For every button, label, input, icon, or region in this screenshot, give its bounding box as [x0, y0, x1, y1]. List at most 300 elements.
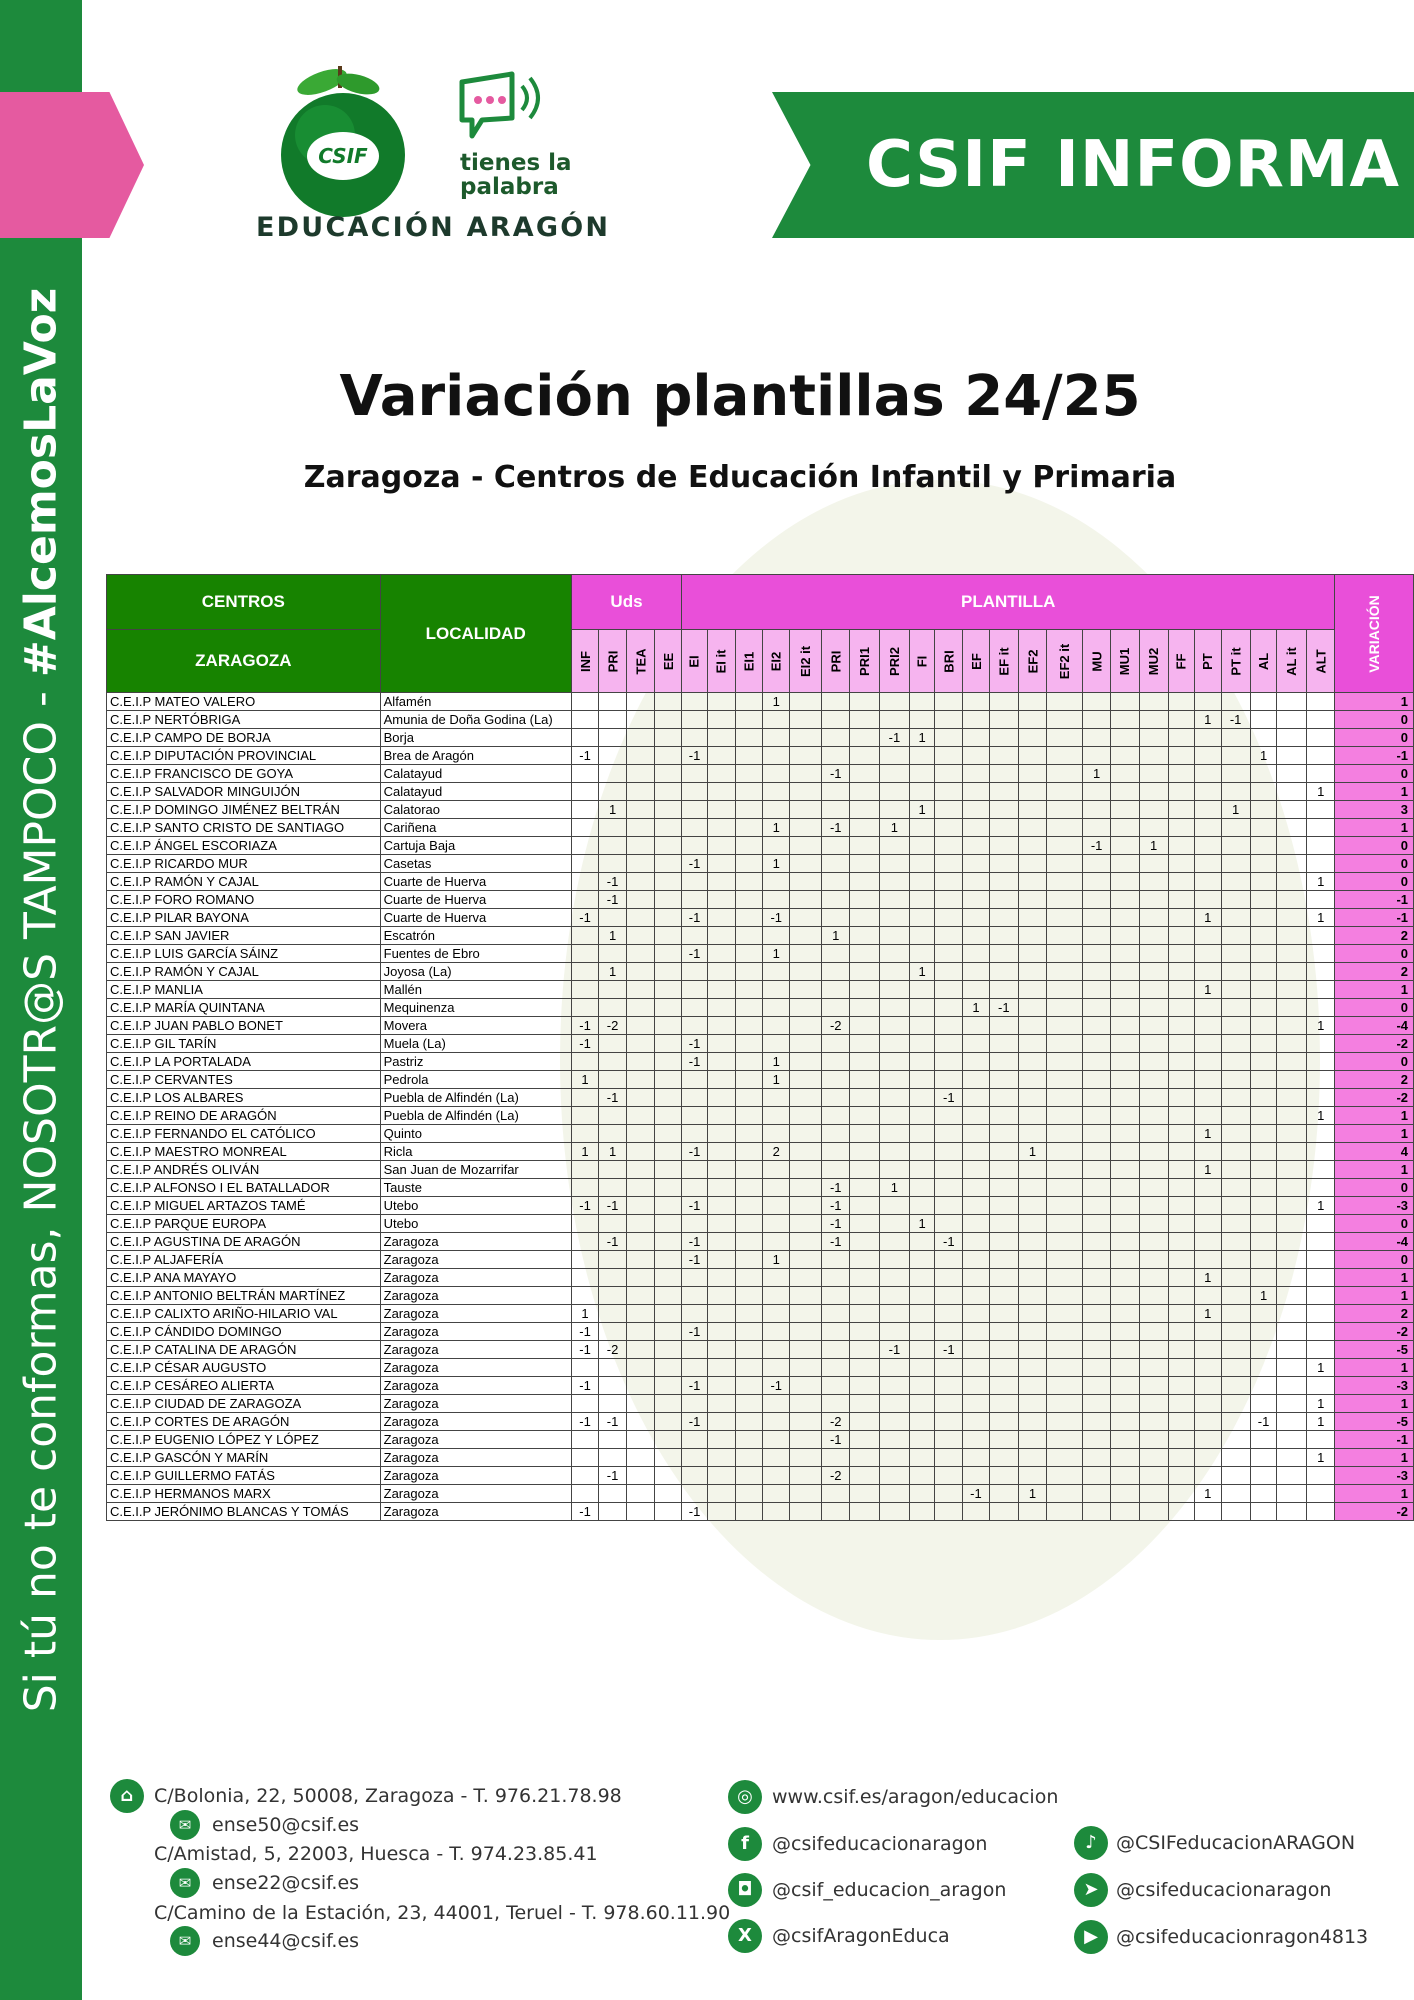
column-header [822, 630, 850, 693]
value-cell [963, 1071, 990, 1089]
school-name: C.E.I.P MARÍA QUINTANA [107, 999, 381, 1017]
tiktok-link[interactable]: @CSIFeducacionARAGON [1116, 1832, 1356, 1854]
value-cell [626, 1161, 655, 1179]
column-header-label: TEA [633, 648, 649, 674]
value-cell [571, 1431, 599, 1449]
value-cell [879, 1485, 909, 1503]
value-cell [735, 999, 762, 1017]
value-cell [571, 1125, 599, 1143]
x-link[interactable]: @csifAragonEduca [772, 1925, 950, 1947]
value-cell: -1 [682, 855, 708, 873]
school-name: C.E.I.P FORO ROMANO [107, 891, 381, 909]
email-zaragoza[interactable]: ense50@csif.es [212, 1814, 360, 1836]
value-cell [1018, 819, 1046, 837]
value-cell [909, 819, 935, 837]
value-cell [1018, 1017, 1046, 1035]
column-header [735, 630, 762, 693]
value-cell [1168, 945, 1194, 963]
value-cell [1139, 729, 1168, 747]
value-cell [599, 729, 627, 747]
value-cell [1168, 1197, 1194, 1215]
value-cell [571, 1395, 599, 1413]
column-header [707, 630, 735, 693]
variation-cell: 0 [1335, 1215, 1414, 1233]
school-name: C.E.I.P AGUSTINA DE ARAGÓN [107, 1233, 381, 1251]
value-cell [655, 999, 682, 1017]
value-cell [707, 1467, 735, 1485]
value-cell [790, 1287, 822, 1305]
value-cell [626, 1071, 655, 1089]
value-cell [599, 711, 627, 729]
value-cell [1083, 1071, 1110, 1089]
value-cell [707, 1071, 735, 1089]
value-cell [1277, 1179, 1307, 1197]
value-cell [707, 963, 735, 981]
table-row [107, 1467, 1414, 1485]
value-cell [707, 1251, 735, 1269]
value-cell [822, 1341, 850, 1359]
value-cell [707, 1017, 735, 1035]
value-cell [822, 693, 850, 711]
value-cell [909, 1017, 935, 1035]
value-cell [1083, 1431, 1110, 1449]
table-row [107, 1179, 1414, 1197]
value-cell [1047, 1107, 1083, 1125]
variation-cell: 1 [1335, 1287, 1414, 1305]
value-cell: -1 [682, 1053, 708, 1071]
value-cell [1047, 1215, 1083, 1233]
value-cell [989, 1143, 1018, 1161]
value-cell [1194, 801, 1221, 819]
value-cell [1047, 711, 1083, 729]
locality: Quinto [380, 1125, 571, 1143]
school-name: C.E.I.P ALJAFERÍA [107, 1251, 381, 1269]
value-cell [850, 1431, 880, 1449]
value-cell [707, 1305, 735, 1323]
value-cell [879, 747, 909, 765]
value-cell [1250, 1197, 1277, 1215]
value-cell [790, 1143, 822, 1161]
value-cell [1194, 1377, 1221, 1395]
value-cell [626, 909, 655, 927]
column-header [1047, 630, 1083, 693]
value-cell [1307, 1215, 1335, 1233]
locality: Mallén [380, 981, 571, 999]
value-cell [909, 747, 935, 765]
value-cell [1250, 1233, 1277, 1251]
value-cell [989, 1197, 1018, 1215]
value-cell [1168, 1251, 1194, 1269]
value-cell [571, 1449, 599, 1467]
value-cell [1221, 981, 1250, 999]
value-cell [763, 1467, 790, 1485]
value-cell [1194, 1341, 1221, 1359]
value-cell [790, 927, 822, 945]
value-cell [850, 837, 880, 855]
instagram-link[interactable]: @csif_educacion_aragon [772, 1879, 1007, 1901]
locality: Muela (La) [380, 1035, 571, 1053]
value-cell [599, 1287, 627, 1305]
table-row [107, 1089, 1414, 1107]
value-cell [1110, 1053, 1139, 1071]
value-cell [1307, 999, 1335, 1017]
value-cell [1250, 1503, 1277, 1521]
value-cell [571, 927, 599, 945]
value-cell [935, 1017, 963, 1035]
value-cell [909, 711, 935, 729]
value-cell [1194, 1395, 1221, 1413]
value-cell [989, 1323, 1018, 1341]
value-cell [763, 1269, 790, 1287]
value-cell [626, 1359, 655, 1377]
value-cell [626, 1053, 655, 1071]
locality: Joyosa (La) [380, 963, 571, 981]
column-header-label: PRI [828, 650, 844, 672]
value-cell [682, 927, 708, 945]
value-cell: -1 [571, 909, 599, 927]
value-cell [1277, 1035, 1307, 1053]
email-huesca[interactable]: ense22@csif.es [212, 1872, 360, 1894]
value-cell [1083, 1107, 1110, 1125]
value-cell [1139, 927, 1168, 945]
value-cell [790, 765, 822, 783]
value-cell [707, 909, 735, 927]
value-cell [850, 873, 880, 891]
value-cell [735, 783, 762, 801]
value-cell [1250, 1107, 1277, 1125]
value-cell [1307, 855, 1335, 873]
value-cell [879, 1305, 909, 1323]
value-cell [571, 999, 599, 1017]
value-cell [763, 1431, 790, 1449]
value-cell: -1 [935, 1341, 963, 1359]
telegram-link[interactable]: @csifeducacionaragon [1116, 1879, 1332, 1901]
page-subtitle: Zaragoza - Centros de Educación Infantil y Primaria [303, 460, 1177, 495]
value-cell [1110, 1179, 1139, 1197]
value-cell [735, 1125, 762, 1143]
value-cell [879, 1107, 909, 1125]
value-cell [1168, 1053, 1194, 1071]
value-cell [1168, 999, 1194, 1017]
value-cell [655, 1197, 682, 1215]
value-cell [763, 729, 790, 747]
value-cell [1307, 963, 1335, 981]
value-cell [879, 783, 909, 801]
value-cell [850, 1269, 880, 1287]
value-cell [1018, 1179, 1046, 1197]
value-cell: -1 [682, 1323, 708, 1341]
value-cell [1139, 1269, 1168, 1287]
value-cell [1047, 981, 1083, 999]
value-cell [1083, 1089, 1110, 1107]
value-cell [935, 1035, 963, 1053]
value-cell [1047, 1503, 1083, 1521]
value-cell [822, 1287, 850, 1305]
value-cell [963, 1179, 990, 1197]
value-cell [1139, 693, 1168, 711]
value-cell [655, 909, 682, 927]
value-cell [822, 747, 850, 765]
value-cell [682, 1395, 708, 1413]
value-cell: -1 [599, 1413, 627, 1431]
value-cell [963, 837, 990, 855]
school-name: C.E.I.P CIUDAD DE ZARAGOZA [107, 1395, 381, 1413]
value-cell [909, 1503, 935, 1521]
value-cell [682, 1485, 708, 1503]
value-cell [879, 927, 909, 945]
value-cell [655, 1179, 682, 1197]
value-cell [935, 1107, 963, 1125]
value-cell [682, 1179, 708, 1197]
value-cell [682, 873, 708, 891]
value-cell [963, 1359, 990, 1377]
value-cell [989, 693, 1018, 711]
value-cell: -2 [822, 1017, 850, 1035]
school-name: C.E.I.P MATEO VALERO [107, 693, 381, 711]
value-cell [790, 945, 822, 963]
banner-title: CSIF INFORMA [866, 128, 1401, 202]
value-cell [1110, 1395, 1139, 1413]
column-header [1018, 630, 1046, 693]
value-cell [935, 801, 963, 819]
value-cell [1139, 783, 1168, 801]
facebook-icon: f [728, 1827, 762, 1861]
value-cell [599, 1053, 627, 1071]
value-cell [1018, 729, 1046, 747]
value-cell [1221, 1179, 1250, 1197]
value-cell [655, 1053, 682, 1071]
facebook-link[interactable]: @csifeducacionaragon [772, 1833, 988, 1855]
variation-cell: 1 [1335, 1395, 1414, 1413]
value-cell [1277, 711, 1307, 729]
value-cell [1194, 1413, 1221, 1431]
value-cell [735, 1035, 762, 1053]
value-cell: -1 [571, 1341, 599, 1359]
value-cell [735, 765, 762, 783]
value-cell [1250, 729, 1277, 747]
value-cell [1110, 1125, 1139, 1143]
value-cell [1277, 1305, 1307, 1323]
value-cell [850, 801, 880, 819]
value-cell [879, 1017, 909, 1035]
value-cell: 1 [1194, 1269, 1221, 1287]
value-cell [1307, 1143, 1335, 1161]
table-row [107, 1143, 1414, 1161]
value-cell [935, 1377, 963, 1395]
value-cell [682, 1215, 708, 1233]
value-cell: -2 [599, 1017, 627, 1035]
value-cell [850, 1161, 880, 1179]
value-cell [822, 1071, 850, 1089]
value-cell [1110, 1143, 1139, 1161]
value-cell [935, 819, 963, 837]
value-cell [879, 801, 909, 819]
variation-cell: 1 [1335, 819, 1414, 837]
value-cell [655, 1323, 682, 1341]
value-cell [1139, 765, 1168, 783]
value-cell [790, 819, 822, 837]
value-cell [655, 1503, 682, 1521]
value-cell [1221, 1341, 1250, 1359]
value-cell: 1 [599, 801, 627, 819]
value-cell [909, 1431, 935, 1449]
locality: Tauste [380, 1179, 571, 1197]
value-cell [850, 1125, 880, 1143]
value-cell [909, 693, 935, 711]
locality: Zaragoza [380, 1467, 571, 1485]
value-cell [989, 783, 1018, 801]
value-cell [850, 1089, 880, 1107]
value-cell [790, 1431, 822, 1449]
value-cell [626, 1017, 655, 1035]
value-cell [707, 927, 735, 945]
value-cell [707, 837, 735, 855]
value-cell [1277, 1143, 1307, 1161]
value-cell [1168, 1143, 1194, 1161]
youtube-link[interactable]: @csifeducacionragon4813 [1116, 1926, 1369, 1948]
value-cell [1018, 1035, 1046, 1053]
value-cell [707, 747, 735, 765]
variation-cell: 2 [1335, 963, 1414, 981]
value-cell [850, 945, 880, 963]
value-cell [1168, 927, 1194, 945]
value-cell [735, 1107, 762, 1125]
value-cell [935, 747, 963, 765]
value-cell [1221, 855, 1250, 873]
value-cell [935, 729, 963, 747]
value-cell [1194, 963, 1221, 981]
value-cell [763, 1395, 790, 1413]
value-cell [626, 837, 655, 855]
value-cell [1047, 765, 1083, 783]
value-cell [655, 801, 682, 819]
value-cell [1307, 1305, 1335, 1323]
value-cell [626, 1485, 655, 1503]
value-cell [909, 927, 935, 945]
school-name: C.E.I.P CERVANTES [107, 1071, 381, 1089]
value-cell [1139, 1503, 1168, 1521]
value-cell [1221, 1089, 1250, 1107]
value-cell [599, 1323, 627, 1341]
value-cell [1250, 1035, 1277, 1053]
value-cell [790, 1197, 822, 1215]
value-cell [1083, 1017, 1110, 1035]
value-cell [790, 1395, 822, 1413]
value-cell [707, 801, 735, 819]
locality: Puebla de Alfindén (La) [380, 1107, 571, 1125]
value-cell [935, 1269, 963, 1287]
value-cell [1018, 765, 1046, 783]
value-cell [1139, 1233, 1168, 1251]
value-cell [850, 1053, 880, 1071]
value-cell [1139, 963, 1168, 981]
value-cell [707, 1341, 735, 1359]
value-cell [879, 1071, 909, 1089]
value-cell [1307, 1485, 1335, 1503]
value-cell [1047, 1161, 1083, 1179]
value-cell [935, 999, 963, 1017]
value-cell [626, 1503, 655, 1521]
value-cell [1250, 945, 1277, 963]
value-cell [571, 1161, 599, 1179]
value-cell [1168, 729, 1194, 747]
value-cell: -1 [763, 909, 790, 927]
value-cell [850, 1449, 880, 1467]
variation-cell: 0 [1335, 837, 1414, 855]
value-cell [909, 1089, 935, 1107]
locality: Zaragoza [380, 1251, 571, 1269]
value-cell [1018, 1125, 1046, 1143]
value-cell [879, 837, 909, 855]
value-cell [1277, 1485, 1307, 1503]
value-cell [1307, 1377, 1335, 1395]
table-row [107, 711, 1414, 729]
value-cell [707, 1233, 735, 1251]
locality: Zaragoza [380, 1323, 571, 1341]
value-cell [626, 891, 655, 909]
value-cell [763, 1197, 790, 1215]
school-name: C.E.I.P MIGUEL ARTAZOS TAMÉ [107, 1197, 381, 1215]
value-cell [935, 927, 963, 945]
value-cell [1307, 1035, 1335, 1053]
value-cell [790, 729, 822, 747]
value-cell [1221, 1035, 1250, 1053]
value-cell [735, 1395, 762, 1413]
value-cell [1110, 1305, 1139, 1323]
variation-cell: 0 [1335, 855, 1414, 873]
value-cell [1250, 1431, 1277, 1449]
value-cell [790, 1449, 822, 1467]
value-cell [707, 1269, 735, 1287]
value-cell [909, 1287, 935, 1305]
value-cell [963, 693, 990, 711]
value-cell [1168, 1395, 1194, 1413]
value-cell [1277, 1377, 1307, 1395]
value-cell [935, 1359, 963, 1377]
value-cell [655, 855, 682, 873]
value-cell [682, 801, 708, 819]
value-cell [1168, 1305, 1194, 1323]
email-teruel[interactable]: ense44@csif.es [212, 1930, 360, 1952]
value-cell [1018, 1323, 1046, 1341]
column-header [571, 630, 599, 693]
value-cell [850, 693, 880, 711]
value-cell [1221, 1395, 1250, 1413]
locality: Cuarte de Huerva [380, 873, 571, 891]
value-cell [1018, 1053, 1046, 1071]
website-link[interactable]: www.csif.es/aragon/educacion [772, 1786, 1059, 1808]
column-header [763, 630, 790, 693]
value-cell [655, 1017, 682, 1035]
locality: Cuarte de Huerva [380, 909, 571, 927]
value-cell: 1 [1307, 1107, 1335, 1125]
value-cell [1110, 1107, 1139, 1125]
value-cell [850, 1503, 880, 1521]
value-cell [1194, 747, 1221, 765]
value-cell [1110, 1161, 1139, 1179]
column-header-label: INF [577, 650, 593, 672]
value-cell [1083, 1053, 1110, 1071]
value-cell [1221, 1125, 1250, 1143]
value-cell: -1 [682, 1035, 708, 1053]
value-cell [963, 963, 990, 981]
column-header-label: AL it [1284, 646, 1300, 676]
value-cell [571, 801, 599, 819]
value-cell [879, 1089, 909, 1107]
value-cell [879, 981, 909, 999]
value-cell [1139, 1305, 1168, 1323]
value-cell [790, 855, 822, 873]
